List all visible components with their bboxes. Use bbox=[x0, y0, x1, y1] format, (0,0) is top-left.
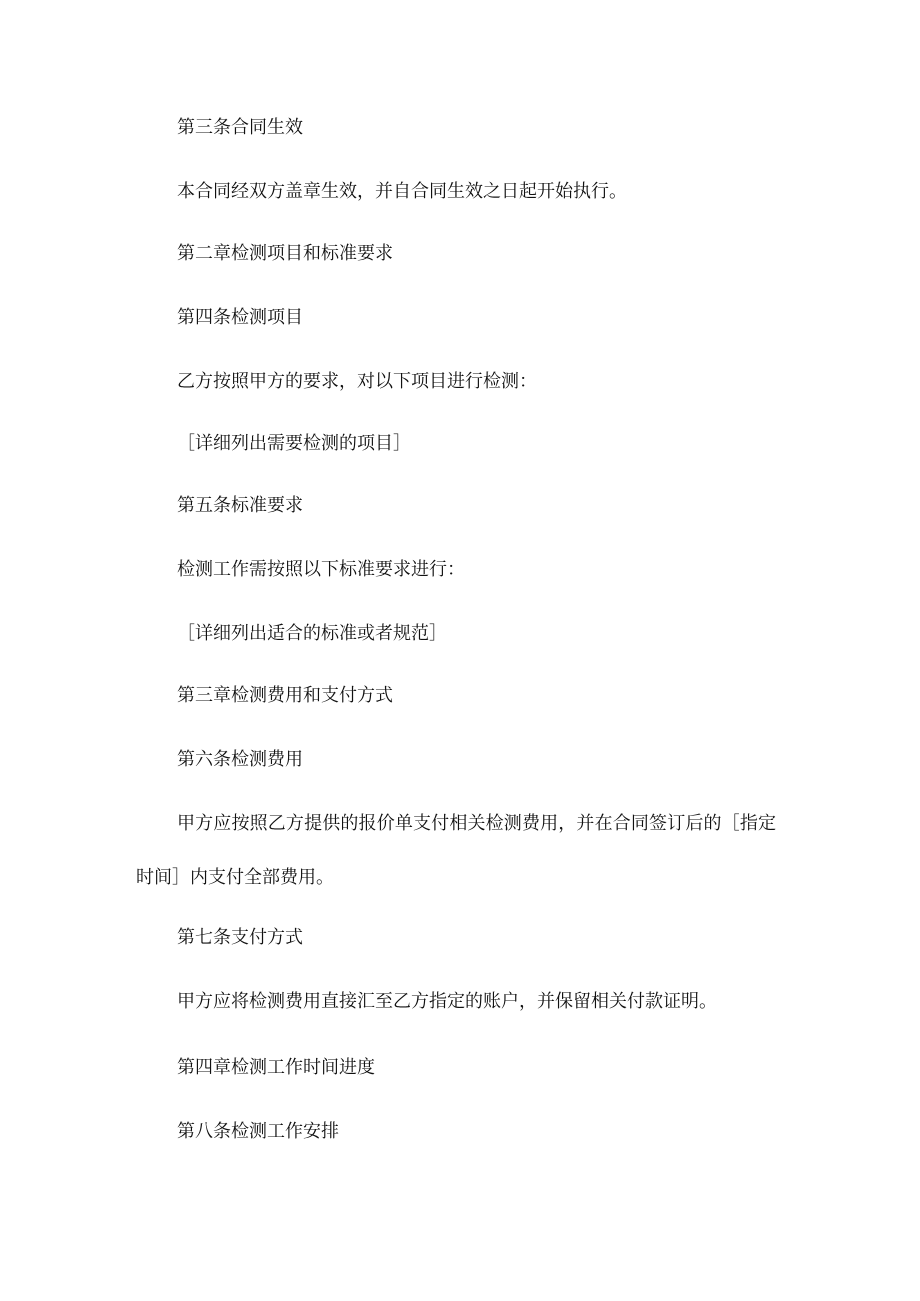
article-5-heading: 第五条标准要求 bbox=[177, 495, 303, 516]
chapter-3-heading: 第三章检测费用和支付方式 bbox=[177, 685, 393, 706]
article-7-heading: 第七条支付方式 bbox=[177, 927, 303, 948]
article-4-text: 乙方按照甲方的要求，对以下项目进行检测： bbox=[177, 371, 537, 392]
article-8-heading: 第八条检测工作安排 bbox=[177, 1121, 339, 1142]
article-6-heading: 第六条检测费用 bbox=[177, 749, 303, 770]
chapter-2-heading: 第二章检测项目和标准要求 bbox=[177, 243, 393, 264]
article-4-heading: 第四条检测项目 bbox=[177, 307, 303, 328]
article-3-text: 本合同经双方盖章生效，并自合同生效之日起开始执行。 bbox=[177, 181, 627, 202]
article-4-placeholder: ［详细列出需要检测的项目］ bbox=[177, 433, 411, 454]
chapter-4-heading: 第四章检测工作时间进度 bbox=[177, 1057, 375, 1078]
article-3-heading: 第三条合同生效 bbox=[177, 117, 303, 138]
article-5-placeholder: ［详细列出适合的标准或者规范］ bbox=[177, 623, 447, 644]
article-7-text: 甲方应将检测费用直接汇至乙方指定的账户，并保留相关付款证明。 bbox=[177, 991, 717, 1012]
article-5-text: 检测工作需按照以下标准要求进行： bbox=[177, 559, 465, 580]
article-6-text: 甲方应按照乙方提供的报价单支付相关检测费用，并在合同签订后的［指定时间］内支付全部费用。 bbox=[136, 813, 776, 888]
